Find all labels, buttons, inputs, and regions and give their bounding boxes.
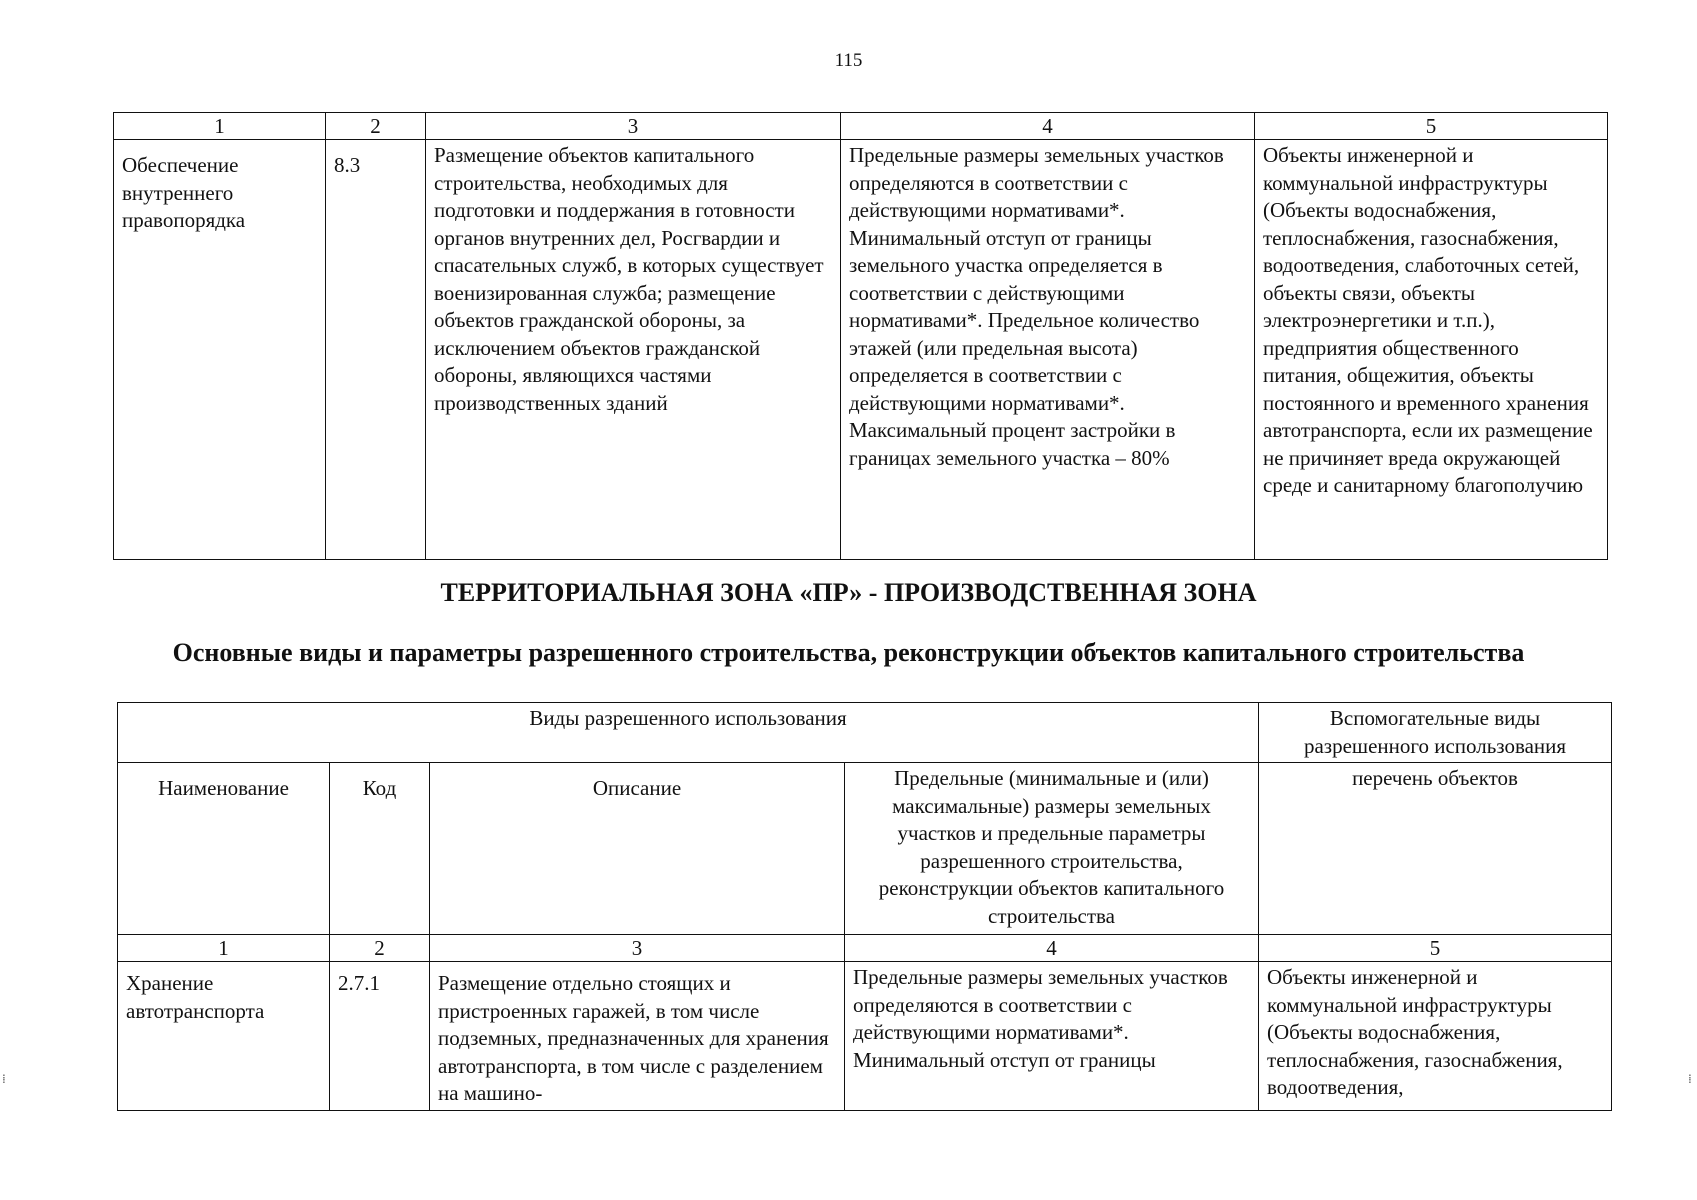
margin-mark-left: ⁞ [2, 1072, 6, 1086]
col-number-5: 5 [1255, 113, 1608, 140]
use-auxiliary: Объекты инженерной и коммунальной инфраструктуры (Объекты водоснабжения, теплоснабжения, газоснабжения, водоотведения, слаботочных сетей, объекты связи, объекты электроэнергетики и т.п.), предприятия общественного питания, общежития, объекты постоянного и временного хранения автотранспорта, если их размещение не причиняет вреда окружающей среде и санитарному благополучию [1255, 140, 1608, 560]
header-row [118, 703, 1612, 763]
subheader-row [118, 763, 1612, 935]
use-parameters: Предельные размеры земельных участков определяются в соответствии с действующими нормативами*. Минимальный отступ от границы [845, 962, 1259, 1111]
margin-mark-right: ⁞ [1688, 1072, 1692, 1086]
col-number-3: 3 [426, 113, 841, 140]
use-name: Обеспечение внутреннего правопорядка [114, 140, 326, 560]
col-number-4: 4 [845, 935, 1259, 962]
continued-table [113, 112, 1608, 560]
col-number-4: 4 [841, 113, 1255, 140]
column-number-row [118, 935, 1612, 962]
col-number-3: 3 [430, 935, 845, 962]
table-row [118, 962, 1612, 1111]
section-title: Основные виды и параметры разрешенного строительства, реконструкции объектов капитального строительства [172, 638, 1525, 667]
col-parameters-header: Предельные (минимальные и (или) максимальные) размеры земельных участков и предельные параметры разрешенного строительства, реконструкции объектов капитального строительства [845, 763, 1259, 935]
use-parameters: Предельные размеры земельных участков определяются в соответствии с действующими нормативами*. Минимальный отступ от границы земельного участка определяется в соответствии с действующими нормативами*. Предельное количество этажей (или предельная высота) определяется в соответствии с действующими нормативами*. Максимальный процент застройки в границах земельного участка – 80% [841, 140, 1255, 560]
use-code: 2.7.1 [330, 962, 430, 1111]
column-number-row [114, 113, 1608, 140]
use-description: Размещение отдельно стоящих и пристроенных гаражей, в том числе подземных, предназначенных для хранения автотранспорта, в том числе с разделением на машино- [430, 962, 845, 1111]
col-number-2: 2 [330, 935, 430, 962]
zone-table [117, 702, 1612, 1111]
zone-title: ТЕРРИТОРИАЛЬНАЯ ЗОНА «ПР» - ПРОИЗВОДСТВЕННАЯ ЗОНА [440, 578, 1257, 607]
col-number-1: 1 [118, 935, 330, 962]
page-number: 115 [834, 50, 863, 71]
col-aux-header: перечень объектов [1259, 763, 1612, 935]
use-description: Размещение объектов капитального строительства, необходимых для подготовки и поддержания в готовности органов внутренних дел, Росгвардии и спасательных служб, в которых существует военизированная служба; размещение объектов гражданской обороны, за исключением объектов гражданской обороны, являющихся частями производственных зданий [426, 140, 841, 560]
use-code: 8.3 [326, 140, 426, 560]
col-description-header: Описание [430, 763, 845, 935]
header-aux: Вспомогательные виды разрешенного использования [1259, 703, 1612, 763]
col-number-5: 5 [1259, 935, 1612, 962]
col-name-header: Наименование [118, 763, 330, 935]
use-auxiliary: Объекты инженерной и коммунальной инфраструктуры (Объекты водоснабжения, теплоснабжения, газоснабжения, водоотведения, [1259, 962, 1612, 1111]
col-code-header: Код [330, 763, 430, 935]
use-name: Хранение автотранспорта [118, 962, 330, 1111]
header-main: Виды разрешенного использования [118, 703, 1259, 763]
col-number-2: 2 [326, 113, 426, 140]
table-row [114, 140, 1608, 560]
col-number-1: 1 [114, 113, 326, 140]
